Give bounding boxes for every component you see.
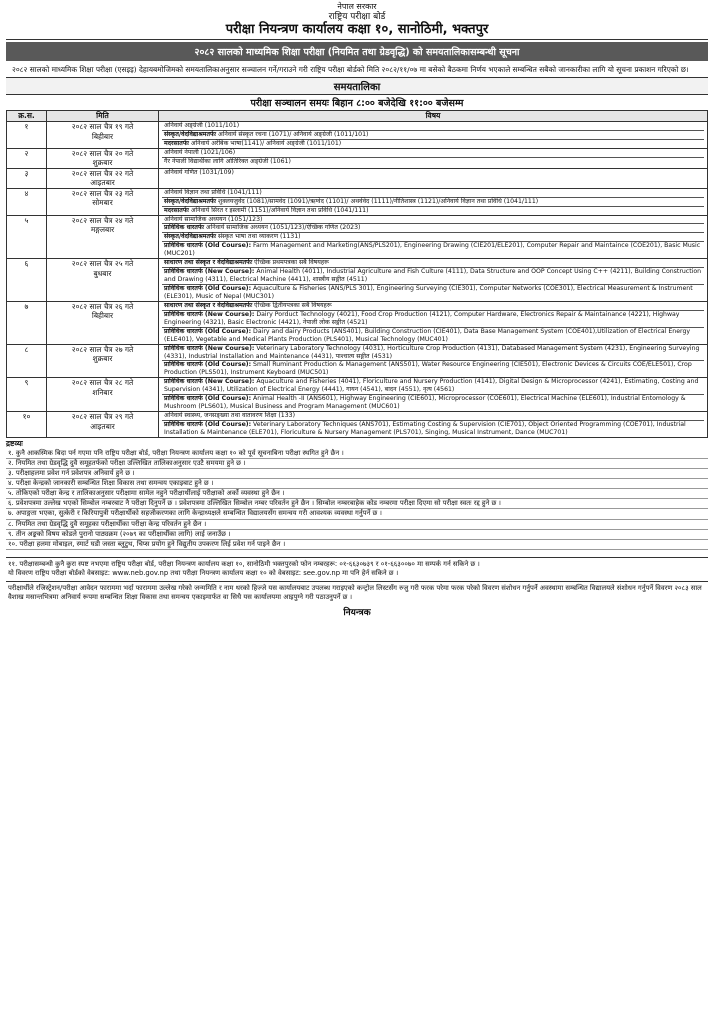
- subject-stream: संस्कृत/वेदविद्याश्रमतर्फः: [164, 233, 217, 241]
- note-item: ८. नियमित तथा ग्रेडवृद्धि दुवै समूहका परीक्षार्थीका परीक्षा केन्द्र परिवर्तन हुने छैन ।: [6, 520, 708, 530]
- subject-text: अनिवार्य सिरत र इस्लामी (1151)/अनिवार्य विज्ञान तथा प्रविधि (1041/111): [188, 206, 369, 214]
- header: [6, 2, 708, 40]
- subject-text: Small Ruminant Production & Management (ANS501), Water Resource Engineering (CIE501), Electronic Devices & Circuits COE/ELE501), Crop Production (PLS501), Instrument Keyboard (MUC501): [164, 361, 692, 377]
- subject-text: अनिवार्य अरेबिक भाषा(1141)/ अनिवार्य अङ्ग्रेजी (1011/101): [188, 139, 342, 147]
- subject-text: अनिवार्य संस्कृत रचना (1071)/ अनिवार्य अङ्ग्रेजी (1011/101): [216, 130, 369, 138]
- signature: नियन्त्रक: [343, 608, 371, 619]
- footer-paragraph: परीक्षार्थीले रजिस्ट्रेशन/परीक्षा आवेदन फाराममा भर्दा फाराममा उल्लेख गरेको जन्ममिति र नाम थरको हिज्जे यस कार्यालयबाट उपलब्ध गराइएको कन्ट्रोल लिस्टसँग रुजु गरी फरक परेमा फरक परेको विवरण संशोधन गर्नुपर्ने अवस्थामा सम्बन्धित विद्यालयले संशोधन गर्नुपर्ने विवरण २०८३ साल वैशाख मसान्तभित्रमा अनिवार्य रूपमा सम्बन्धित शिक्षा विकास तथा समन्वय एकाइमार्फत वा सिधै यस कार्यालयमा आइपुग्ने गरी पठाउनुपर्ने छ ।: [6, 581, 708, 604]
- row-date: [47, 301, 159, 344]
- notes-heading: द्रष्टव्यः: [6, 438, 23, 448]
- subject-stream: मदरसातर्फः: [164, 206, 189, 214]
- subject-text: अनिवार्य सामाजिक अध्ययन (1051/123): [164, 215, 263, 223]
- row-date: [47, 412, 159, 438]
- subject-text: अनिवार्य विज्ञान तथा प्रविधि (1041/111): [164, 188, 262, 196]
- row-date: [47, 215, 159, 259]
- row-day: आइतबार: [90, 421, 115, 431]
- timetable-title: समयतालिका: [6, 77, 708, 95]
- schedule-table: [6, 110, 708, 437]
- subject-line: [162, 259, 704, 268]
- table-header-row: [7, 111, 708, 122]
- note-item: ६. प्रवेशपत्रमा उल्लेख भएको सिम्बोल नम्बरबाट नै परीक्षा दिनुपर्ने छ । प्रवेशपत्रमा उल्लिखित सिम्बोल नम्बर परिवर्तन हुने छैन । सिम्बोल नम्बरबाहेक कोड नम्बरमा परीक्षा दिएमा सो परीक्षा स्वतः रद्द हुने छ ।: [6, 499, 708, 509]
- subject-stream: प्राविधिक धारतर्फ (New Course):: [164, 378, 255, 386]
- subject-text: Aquaculture & Fisheries (ANS/PLS 301), Engineering Surveying (CIE301), Computer Networks (COE301), Electrical Measurement & Instrument (ELE301), Music of Nepal (MUC301): [164, 285, 693, 300]
- row-subjects: [159, 378, 708, 412]
- table-row: [7, 148, 708, 168]
- table-row: [7, 259, 708, 302]
- subject-text: शुक्लयजुर्वेद (1081)/सामवेद (1091)/ऋग्वेद (1101)/ अथर्ववेद (1111)/नीतिशास्त्र (1121)/अनिवार्य विज्ञान तथा प्रविधि (1041/111): [216, 197, 539, 205]
- subject-line: [162, 149, 704, 158]
- subject-line: [162, 122, 704, 131]
- row-day: आइतबार: [90, 178, 115, 188]
- row-sn: ५: [7, 215, 47, 259]
- contact-info: [6, 557, 708, 581]
- subject-line: [162, 131, 704, 140]
- row-date-text: २०८२ साल चैत्र २५ गते: [71, 259, 134, 269]
- subject-text: अनिवार्य स्वास्थ्य, जनसङ्ख्या तथा वातावरण शिक्षा (133): [164, 412, 296, 420]
- row-date-text: २०८२ साल चैत्र २७ गते: [71, 344, 134, 354]
- note-item: ७. अपाङ्गता भएका, सुत्केरी र किरियापुत्री परीक्षार्थीको सहजीकरणका लागि केन्द्राध्यक्षले सम्बन्धित विद्यालयसँग समन्वय गरी आवश्यक व्यवस्था गर्नुपर्ने छ ।: [6, 509, 708, 519]
- note-item: २. नियमित तथा ग्रेडवृद्धि दुवै समूहतर्फको परीक्षा उल्लिखित तालिकाअनुसार एउटै समयमा हुने छ ।: [6, 459, 708, 469]
- subject-text: गैर नेपाली विद्यार्थीका लागि ओतिरिक्त अङ्ग्रेजी (1061): [164, 157, 291, 165]
- subject-stream: प्राविधिक धारतर्फ (Old Course):: [164, 242, 252, 250]
- row-date: [47, 168, 159, 188]
- subject-stream: प्राविधिक धारतर्फ (New Course):: [164, 344, 255, 352]
- subject-stream: साधारण तथा संस्कृत र वेदविद्याश्रमतर्फः: [164, 301, 253, 309]
- row-subjects: [159, 148, 708, 168]
- subject-stream: प्राविधिक धारतर्फ (New Course):: [164, 310, 255, 318]
- row-day: मङ्गलबार: [90, 225, 115, 235]
- subject-line: [162, 207, 704, 215]
- subject-stream: मदरसातर्फः: [164, 139, 189, 147]
- intro-paragraph: २०८२ सालको माध्यमिक शिक्षा परीक्षा (एसइइ) देहायबमोजिमको समयतालिकाअनुसार सञ्चालन गर्ने/गराउने गरी राष्ट्रिय परीक्षा बोर्डको मिति २०८२/११/०७ मा बसेको बैठकमा निर्णय भएकाले सम्बन्धित सबैको जानकारीका लागि यो सूचना प्रकाशन गरिएको छ।: [12, 65, 689, 75]
- note-item: ९. तीन अङ्कको विषय कोडले पुरानो पाठ्यक्रम (२०७९ का परीक्षार्थीका लागि) लाई जनाउँछ ।: [6, 530, 708, 540]
- table-row: [7, 344, 708, 378]
- row-sn: २: [7, 148, 47, 168]
- row-date: [47, 148, 159, 168]
- subject-text: Aquaculture and Fisheries (4041), Floriculture and Nursery Production (4141), Digital Design & Microprocessor (4241), Estimating, Costing and Supervision (4341), Utilization of Electrical Energy (4441), गायन (4541), बादन (4551), नृत्य (4561): [164, 378, 699, 394]
- subject-stream: प्राविधिक धारतर्फ (Old Course):: [164, 395, 252, 403]
- row-subjects: [159, 215, 708, 259]
- row-sn: ३: [7, 168, 47, 188]
- subject-text: अनिवार्य गणित (1031/109): [164, 168, 234, 176]
- row-subjects: [159, 122, 708, 149]
- row-subjects: [159, 168, 708, 188]
- row-sn: ४: [7, 188, 47, 215]
- row-day: बिहीबार: [91, 131, 114, 141]
- table-row: [7, 122, 708, 149]
- subject-line: [162, 395, 704, 411]
- row-date: [47, 122, 159, 149]
- subject-line: [162, 169, 704, 177]
- row-date-text: २०८२ साल चैत्र २६ गते: [71, 301, 134, 311]
- row-date: [47, 378, 159, 412]
- subject-line: [162, 158, 704, 166]
- note-item: ५. तोकिएको परीक्षा केन्द्र र तालिकाअनुसार परीक्षामा सामेल नहुने परीक्षार्थीलाई परीक्षाको अर्को व्यवस्था हुने छैन ।: [6, 489, 708, 499]
- board-label: राष्ट्रिय परीक्षा बोर्ड: [328, 12, 386, 23]
- subject-stream: प्राविधिक धारतर्फ (Old Course):: [164, 285, 252, 293]
- office-title: परीक्षा नियन्त्रण कार्यालय कक्षा १०, सानोठिमी, भक्तपुर: [6, 23, 708, 41]
- row-day: शुक्रबार: [92, 158, 113, 168]
- subject-line: [162, 189, 704, 198]
- table-row: [7, 412, 708, 438]
- subject-text: अनिवार्य अङ्ग्रेजी (1011/101): [164, 122, 240, 130]
- subject-line: [162, 140, 704, 148]
- subject-line: [162, 198, 704, 207]
- row-sn: ६: [7, 259, 47, 302]
- contact-phone: ११. परीक्षासम्बन्धी कुनै कुरा स्पष्ट नभएमा राष्ट्रिय परीक्षा बोर्ड, परीक्षा नियन्त्रण कार्यालय कक्षा १०, सानोठिमी भक्तपुरको फोन नम्बरहरू: ०१-६६३०७३९ र ०१-६६३००७० मा सम्पर्क गर्न सकिने छ ।: [8, 559, 480, 568]
- row-date: [47, 344, 159, 378]
- row-sn: १०: [7, 412, 47, 438]
- subject-text: ऐच्छिक द्वितीयपत्रका सबै विषयहरू: [252, 301, 332, 309]
- subject-text: Veterinary Laboratory Techniques (ANS701), Estimating Costing & Supervision (CIE701), Object Oriented Programming (COE701), Industrial Installation & Maintenance (ELE701), Floriculture & Nursery Management (PLS701), Singing, Musical Instrument, Dance (MUC701): [164, 421, 686, 436]
- subject-text: Animal Health -II (ANS601), Highway Engineering (CIE601), Microprocessor (COE601), Electrical Machine (ELE601), Industrial Entomology & Mushroom (PLS601), Musical Business and Program Management (MUC601): [164, 395, 686, 411]
- subject-line: [162, 242, 704, 258]
- row-subjects: [159, 301, 708, 344]
- table-row: [7, 168, 708, 188]
- contact-website: यो विवरण राष्ट्रिय परीक्षा बोर्डको वेबसाइट: www.neb.gov.np तथा परीक्षा नियन्त्रण कार्यालय कक्षा १० को वेबसाइट: see.gov.np मा पनि हेर्न सकिने छ ।: [8, 569, 399, 578]
- subject-line: [162, 378, 704, 395]
- subject-stream: प्राविधिक धारतर्फ (New Course):: [164, 268, 255, 276]
- note-item: ३. परीक्षाहलमा प्रवेश गर्न प्रवेशपत्र अनिवार्य हुने छ ।: [6, 469, 708, 479]
- subject-text: Dairy and dairy Products (ANS401), Building Construction (CIE401), Data Base Management System (COE401),Utilization of Electrical Energy (ELE401), Vegetable and Medical Plants Production (PLS401), Musical Technology (MUC401): [164, 327, 691, 343]
- row-subjects: [159, 412, 708, 438]
- header-sn: क्र.स.: [7, 111, 47, 122]
- row-day: सोमबार: [92, 198, 113, 208]
- row-day: शनिबार: [92, 387, 113, 397]
- subject-text: ऐच्छिक प्रथमपत्रका सबै विषयहरू: [252, 259, 329, 267]
- government-label: नेपाल सरकार: [337, 2, 377, 11]
- note-item: १०. परीक्षा हलमा मोबाइल, स्मार्ट घडी जस्ता ब्लुटुथ, चिप्स प्रयोग हुने विद्युतीय उपकरण लिई प्रवेश गर्न पाइने छैन ।: [6, 540, 708, 550]
- row-date-text: २०८२ साल चैत्र २८ गते: [71, 378, 134, 388]
- subject-stream: प्राविधिक धारतर्फ (Old Course):: [164, 361, 252, 369]
- row-subjects: [159, 344, 708, 378]
- subject-text: अनिवार्य सामाजिक अध्ययन (1051/123)/ऐच्छिक गणित (2023): [203, 224, 361, 232]
- notes-list: [6, 449, 708, 550]
- subject-line: [162, 285, 704, 301]
- subject-text: Farm Management and Marketing(ANS/PLS201), Engineering Drawing (CIE201/ELE201), Computer Repair and Maintaince (COE201), Basic Music (MUC201): [164, 242, 701, 258]
- row-date-text: २०८२ साल चैत्र १९ गते: [71, 122, 134, 132]
- row-date-text: २०८२ साल चैत्र २३ गते: [71, 188, 134, 198]
- note-item: १. कुनै आकस्मिक बिदा पर्न गएमा पनि राष्ट्रिय परीक्षा बोर्ड, परीक्षा नियन्त्रण कार्यालय कक्षा १० को पूर्व सूचनाबिना परीक्षा स्थगित हुने छैन ।: [6, 449, 708, 459]
- row-day: बिहीबार: [91, 311, 114, 321]
- row-subjects: [159, 188, 708, 215]
- subject-stream: संस्कृत/वेदविद्याश्रमतर्फः: [164, 130, 217, 138]
- row-date-text: २०८२ साल चैत्र २२ गते: [71, 168, 134, 178]
- row-sn: १: [7, 122, 47, 149]
- row-sn: ९: [7, 378, 47, 412]
- subject-line: [162, 412, 704, 421]
- subject-text: अनिवार्य नेपाली (1021/106): [164, 148, 236, 156]
- table-row: [7, 301, 708, 344]
- subject-text: Veterinary Laboratory Technology (4031), Horticulture Crop Production (4131), Databased Management System (4231), Engineering Surveying (4331), Industrial Installation and Maintenance (4431), पाश्चात्य सङ्गीत (4531): [164, 344, 700, 360]
- subject-line: [162, 345, 704, 362]
- exam-time: परीक्षा सञ्चालन समयः बिहान ८:०० बजेदेखि ११:०० बजेसम्म: [250, 98, 464, 110]
- subject-line: [162, 302, 704, 311]
- subject-text: संस्कृत भाषा तथा व्याकरण (1131): [216, 233, 301, 241]
- header-date: मिति: [47, 111, 159, 122]
- table-row: [7, 378, 708, 412]
- table-row: [7, 188, 708, 215]
- subject-stream: संस्कृत/वेदविद्याश्रमतर्फः: [164, 197, 217, 205]
- row-sn: ८: [7, 344, 47, 378]
- row-day: शुक्रबार: [92, 354, 113, 364]
- subject-text: Dairy Porduct Technology (4021), Food Crop Production (4121), Computer Hardware, Electronics Repair & Maintainance (4221), Highway Engineering (4321), Basic Electronic (4421), नेपाली लोक सङ्गीत (4521): [164, 310, 680, 326]
- row-date: [47, 188, 159, 215]
- row-date-text: २०८२ साल चैत्र २९ गते: [71, 412, 134, 422]
- row-date-text: २०८२ साल चैत्र २० गते: [71, 148, 134, 158]
- subject-stream: प्राविधिक धारतर्फ (Old Course):: [164, 421, 252, 429]
- header-subject: विषय: [159, 111, 708, 122]
- table-row: [7, 215, 708, 259]
- note-item: ४. परीक्षा केन्द्रको जानकारी सम्बन्धित शिक्षा विकास तथा समन्वय एकाइबाट हुने छ ।: [6, 479, 708, 489]
- row-subjects: [159, 259, 708, 302]
- subject-stream: प्राविधिक धारतर्फः: [164, 224, 204, 232]
- subject-line: [162, 361, 704, 377]
- subject-line: [162, 328, 704, 344]
- subject-line: [162, 268, 704, 285]
- subject-stream: प्राविधिक धारतर्फ (Old Course):: [164, 327, 252, 335]
- row-day: बुधबार: [93, 268, 112, 278]
- row-date: [47, 259, 159, 302]
- row-sn: ७: [7, 301, 47, 344]
- subject-stream: साधारण तथा संस्कृत र वेदविद्याश्रमतर्फः: [164, 259, 253, 267]
- subject-line: [162, 311, 704, 328]
- row-date-text: २०८२ साल चैत्र २४ गते: [71, 215, 134, 225]
- notice-banner: २०८२ सालको माध्यमिक शिक्षा परीक्षा (नियमित तथा ग्रेडवृद्धि) को समयतालिकासम्बन्धी सूचना: [6, 42, 708, 61]
- subject-text: Animal Health (4011), Industrial Agriculture and Fish Culture (4111), Data Structure and OOP Concept Using C++ (4211), Building Construction and Drawing (4311), Electrical Machine (4411), शास्त्रीय सङ्गीत (4511): [164, 268, 702, 284]
- subject-line: [162, 421, 704, 437]
